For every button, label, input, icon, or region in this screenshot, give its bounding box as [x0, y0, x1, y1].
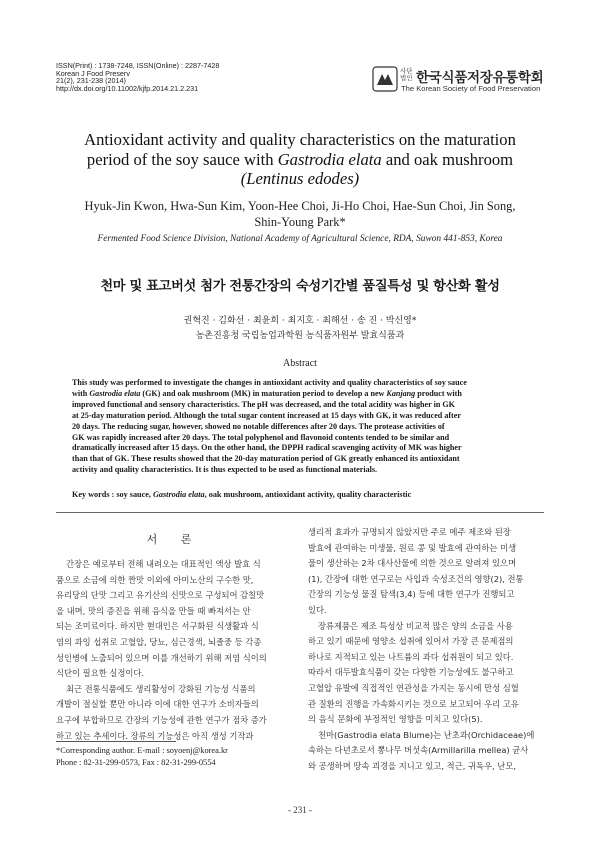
journal-abbrev: Korean J Food Preserv	[56, 68, 130, 78]
abstract-body: This study was performed to investigate the changes in antioxidant activity and quality characteristics of soy sauce with Gastrodia elata (GK) and oak mushroom (MK) in maturation period to develop a new Kanjang product with improved functional and sensory characteristics. The pH was decreased, and the total acidity was higher in GK at 25-day maturation period. Although the total sugar content increased at 15 days with GK, it was reduced after 20 days. The reducing sugar, however, showed no notable differences after 20 days. The protease activities of GK was rapidly increased after 20 days. The total polyphenol and flavonoid contents tended to be similar and dramatically increased after 15 days. On the other hand, the DPPH radical scavenging activity of MK was higher than that of GK. These results showed that the 20-day maturation period of GK greatly enhanced its antioxidant activity and quality characteristics. It is thus expected to be used as functional materials.	[72, 378, 467, 475]
body-text-line: 따라서 대두발효식품이 갖는 다양한 기능성에도 불구하고	[308, 667, 514, 678]
body-text-line: 속하는 다년초로서 뽕나무 버섯속(Armillarilla mellea) 균사	[308, 745, 529, 756]
body-text-line: 하고 있는 추세이다. 장류의 기능성은 아직 생성 기작과	[56, 730, 254, 741]
title-line-3: (Lentinus edodes)	[240, 169, 360, 188]
body-text-line: 간장의 기능성 물질 탐색(3,4) 등에 대한 연구가 진행되고	[308, 589, 515, 600]
body-text-line: 의 음식 문화에 부정적인 영향을 미치고 있다(5).	[308, 714, 483, 725]
footnote-divider	[56, 741, 176, 742]
korean-authors: 권혁진 · 김화선 · 최윤희 · 최지호 · 최해선 · 송 진 · 박신영*	[183, 316, 417, 326]
keywords: Key words : soy sauce, Gastrodia elata, oak mushroom, antioxidant activity, quality characteristic	[72, 490, 412, 499]
title-line-1: Antioxidant activity and quality characteristics on the maturation	[84, 130, 516, 149]
body-text-line: 최근 전통식품에도 생리활성이 강화된 기능성 식품의	[66, 683, 256, 694]
volume-pages: 21(2), 231-238 (2014)	[56, 76, 126, 86]
body-right-column	[308, 525, 544, 775]
body-text-line: 천마(Gastrodia elata Blume)는 난초과(Orchidaceae)에	[318, 729, 535, 740]
body-text-line: 고혈압 유발에 직접적인 연관성을 가지는 동시에 만성 심혈	[308, 682, 519, 693]
body-text-line: 되는 조미료이다. 하지만 현대인은 서구화된 식생활과 식	[56, 621, 259, 632]
body-text-line: 관 질환의 진행을 가속화시키는 것으로 보고되어 우리 고유	[308, 698, 519, 709]
issn-line: ISSN(Print) : 1738-7248, ISSN(Online) : 2287-7428	[56, 61, 220, 70]
society-logo	[372, 62, 572, 98]
body-text-line: 장류제품은 제조 특성상 비교적 많은 양의 소금을 사용	[318, 620, 513, 631]
body-text-line: 생리적 효과가 규명되지 않았지만 주로 메주 제조와 된장	[308, 527, 511, 537]
society-name-kr: 한국식품저장유통학회	[416, 70, 544, 86]
body-text-line: 유리당의 단맛 그리고 유기산의 신맛으로 구성되어 감칠맛	[56, 590, 265, 601]
divider	[56, 512, 544, 513]
society-prefix: 사단 법인	[400, 67, 413, 82]
page-number: - 231 -	[288, 805, 312, 815]
society-name-en: The Korean Society of Food Preservation	[401, 84, 541, 93]
paper-title	[40, 130, 560, 189]
body-text-line: 있다.	[308, 604, 327, 615]
korean-title: 천마 및 표고버섯 첨가 전통간장의 숙성기간별 품질특성 및 항산화 활성	[100, 279, 500, 294]
title-line-2: period of the soy sauce with Gastrodia elata and oak mushroom	[86, 149, 514, 169]
society-emblem-icon	[372, 66, 398, 92]
body-text-line: 을 내며, 맛의 증진을 위해 음식을 만들 때 빠져서는 안	[56, 605, 251, 616]
body-text-line: 식단이 필요한 실정이다.	[56, 668, 145, 679]
body-text-line: 품으로 소금에 의한 짠맛 이외에 아미노산의 구수한 맛,	[56, 574, 254, 585]
body-text-line: 염의 과잉 섭취로 고혈압, 당뇨, 심근경색, 뇌졸중 등 각종	[56, 636, 262, 647]
journal-meta	[56, 62, 316, 92]
body-text-line: 하고 있기 때문에 영양소 섭취에 있어서 가장 큰 문제점의	[308, 636, 514, 647]
corresponding-author-footnote: *Corresponding author. E-mail : soyoenj@korea.kr Phone : 82-31-299-0573, Fax : 82-31-299-0554	[56, 746, 228, 767]
abstract-heading: Abstract	[283, 358, 317, 369]
korean-affiliation: 농촌진흥청 국립농업과학원 농식품자원부 발효식품과	[195, 331, 405, 341]
body-text-line: 간장은 예로부터 전해 내려오는 대표적인 액상 발효 식	[66, 559, 261, 569]
author-list: Hyuk-Jin Kwon, Hwa-Sun Kim, Yoon-Hee Choi, Ji-Ho Choi, Hae-Sun Choi, Jin Song, Shin-Young Park*	[84, 199, 516, 229]
doi-link[interactable]: http://dx.doi.org/10.11002/kjfp.2014.21.2.231	[56, 83, 199, 93]
body-text-line: 하나로 지적되고 있는 나트륨의 과다 섭취원이 되고 있다.	[308, 651, 514, 662]
keywords-label: Key words	[72, 490, 110, 499]
body-left-column	[56, 557, 292, 744]
body-text-line: 개발이 절실할 뿐만 아니라 이에 대한 연구가 소비자들의	[56, 699, 259, 710]
body-text-line: (1), 간장에 대한 연구로는 사입과 숙성조건의 영향(2), 전통	[308, 573, 524, 584]
section-heading-introduction: 서 론	[146, 533, 202, 546]
body-text-line: 와 공생하며 땅속 괴경을 지니고 있고, 적근, 귀독우, 난모,	[308, 760, 516, 771]
body-text-line: 성인병에 노출되어 있으며 이를 개선하기 위해 저염 식이의	[56, 652, 267, 663]
body-text-line: 물이 생산하는 2차 대사산물에 의한 것으로 알려져 있으며	[308, 558, 517, 569]
body-text-line: 요구에 부합하므로 간장의 기능성에 관한 연구가 점차 증가	[56, 714, 267, 725]
affiliation: Fermented Food Science Division, National Academy of Agricultural Science, RDA, Suwon 441-853, Korea	[97, 234, 503, 244]
body-text-line: 발효에 관여하는 미생물, 원료 콩 및 발효에 관여하는 미생	[308, 542, 517, 553]
